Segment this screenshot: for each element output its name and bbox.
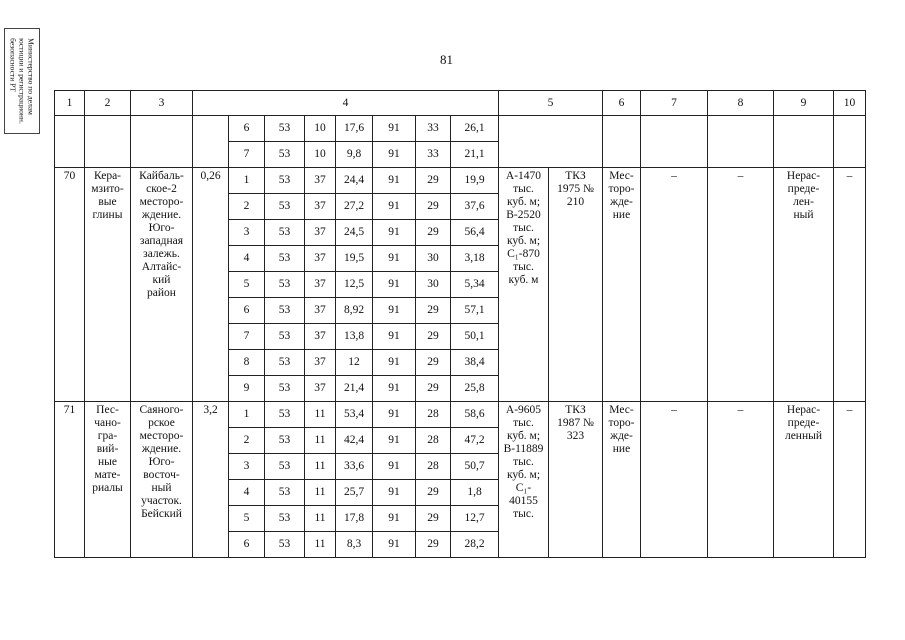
stamp-line: Министерство по делам: [26, 38, 36, 115]
deposit-type: Мес- торо- жде- ние: [603, 402, 641, 558]
sample-cell: 11: [305, 428, 336, 454]
sample-cell: 91: [373, 116, 416, 142]
sample-cell: 33,6: [336, 454, 373, 480]
deposits-table: [54, 90, 866, 558]
sample-cell: 1,8: [451, 480, 499, 506]
sample-cell: 5: [229, 272, 265, 298]
deposit-name: Саяного- рское месторо- ждение. Юго- восточ- ный участок. Бейский: [131, 402, 193, 558]
sample-cell: 10: [305, 142, 336, 168]
sample-cell: 24,4: [336, 168, 373, 194]
sample-cell: 91: [373, 272, 416, 298]
sample-cell: 37: [305, 220, 336, 246]
sample-cell: 53: [265, 532, 305, 558]
header-cell: 8: [708, 91, 774, 116]
sample-cell: 91: [373, 246, 416, 272]
empty-cell: [131, 116, 193, 168]
area-value: 3,2: [193, 402, 229, 558]
sample-cell: 1: [229, 168, 265, 194]
deposit-type: Мес- торо- жде- ние: [603, 168, 641, 402]
sample-cell: 53: [265, 402, 305, 428]
sample-cell: 37: [305, 194, 336, 220]
record-number: 70: [55, 168, 85, 402]
sample-cell: 21,4: [336, 376, 373, 402]
sample-cell: 29: [416, 324, 451, 350]
sample-cell: 53: [265, 428, 305, 454]
deposit-name: Кайбаль- ское-2 месторо- ждение. Юго- западная залежь. Алтайс- кий район: [131, 168, 193, 402]
sample-cell: 37,6: [451, 194, 499, 220]
sample-cell: 53: [265, 454, 305, 480]
sample-cell: 25,7: [336, 480, 373, 506]
empty-cell: [641, 116, 708, 168]
sample-cell: 91: [373, 376, 416, 402]
sample-cell: 5,34: [451, 272, 499, 298]
header-row: [55, 91, 866, 116]
sample-cell: 53: [265, 220, 305, 246]
empty-cell: [55, 116, 85, 168]
header-cell: 10: [834, 91, 866, 116]
sample-cell: 28: [416, 402, 451, 428]
sample-cell: 50,1: [451, 324, 499, 350]
empty-cell: [774, 116, 834, 168]
sample-cell: 11: [305, 402, 336, 428]
sample-cell: 5: [229, 506, 265, 532]
sample-cell: 37: [305, 350, 336, 376]
header-cell: 7: [641, 91, 708, 116]
sample-cell: 38,4: [451, 350, 499, 376]
sample-cell: 21,1: [451, 142, 499, 168]
header-cell: 3: [131, 91, 193, 116]
sample-cell: 91: [373, 194, 416, 220]
sample-cell: 3: [229, 220, 265, 246]
status: Нерас- преде- ленный: [774, 402, 834, 558]
reserves: А-1470 тыс. куб. м; В-2520 тыс. куб. м; С₁-870 тыс. куб. м: [499, 168, 549, 402]
sample-cell: 3: [229, 454, 265, 480]
header-cell: 6: [603, 91, 641, 116]
stamp-text: [9, 38, 36, 124]
sample-cell: 26,1: [451, 116, 499, 142]
sample-cell: 53: [265, 506, 305, 532]
sample-cell: 57,1: [451, 298, 499, 324]
sample-cell: 33: [416, 116, 451, 142]
sample-cell: 29: [416, 350, 451, 376]
sample-cell: 29: [416, 480, 451, 506]
col7-value: –: [641, 168, 708, 402]
sample-cell: 91: [373, 506, 416, 532]
sample-cell: 91: [373, 220, 416, 246]
sample-cell: 8,92: [336, 298, 373, 324]
sample-cell: 19,5: [336, 246, 373, 272]
sample-cell: 12,7: [451, 506, 499, 532]
sample-cell: 53: [265, 376, 305, 402]
empty-cell: [834, 116, 866, 168]
sample-cell: 29: [416, 532, 451, 558]
col8-value: –: [708, 402, 774, 558]
sample-cell: 12: [336, 350, 373, 376]
header-cell: 4: [193, 91, 499, 116]
sample-cell: 4: [229, 246, 265, 272]
sample-cell: 12,5: [336, 272, 373, 298]
sample-cell: 11: [305, 480, 336, 506]
table-row: [55, 402, 866, 428]
sample-cell: 11: [305, 454, 336, 480]
empty-cell: [499, 116, 603, 168]
empty-cell: [85, 116, 131, 168]
sample-cell: 53: [265, 142, 305, 168]
sample-cell: 37: [305, 376, 336, 402]
sample-cell: 37: [305, 168, 336, 194]
material-type: Кера- мзито- вые глины: [85, 168, 131, 402]
sample-cell: 47,2: [451, 428, 499, 454]
sample-cell: 27,2: [336, 194, 373, 220]
sample-cell: 37: [305, 324, 336, 350]
col8-value: –: [708, 168, 774, 402]
sample-cell: 30: [416, 246, 451, 272]
header-cell: 5: [499, 91, 603, 116]
empty-cell: [193, 116, 229, 168]
sample-cell: 8,3: [336, 532, 373, 558]
page-number: 81: [440, 52, 453, 67]
sample-cell: 29: [416, 168, 451, 194]
sample-cell: 29: [416, 220, 451, 246]
sample-cell: 17,6: [336, 116, 373, 142]
sample-cell: 29: [416, 376, 451, 402]
reserves: А-9605 тыс. куб. м; В-11889 тыс. куб. м; С₁- 40155 тыс.: [499, 402, 549, 558]
sample-cell: 28,2: [451, 532, 499, 558]
header-cell: 9: [774, 91, 834, 116]
sample-cell: 37: [305, 272, 336, 298]
status: Нерас- преде- лен- ный: [774, 168, 834, 402]
sample-cell: 24,5: [336, 220, 373, 246]
sample-cell: 53: [265, 168, 305, 194]
header-cell: 2: [85, 91, 131, 116]
sample-cell: 4: [229, 480, 265, 506]
sample-cell: 2: [229, 194, 265, 220]
stamp-line: юстиции и регистрационн.: [17, 38, 27, 124]
sample-cell: 9,8: [336, 142, 373, 168]
sample-cell: 28: [416, 454, 451, 480]
sample-cell: 1: [229, 402, 265, 428]
sample-cell: 11: [305, 532, 336, 558]
sample-cell: 91: [373, 480, 416, 506]
header-cell: 1: [55, 91, 85, 116]
sample-cell: 53: [265, 324, 305, 350]
material-type: Пес- чано- гра- вий- ные мате- риалы: [85, 402, 131, 558]
sample-cell: 33: [416, 142, 451, 168]
sample-cell: 50,7: [451, 454, 499, 480]
sample-cell: 7: [229, 324, 265, 350]
sample-cell: 53: [265, 350, 305, 376]
sample-cell: 29: [416, 194, 451, 220]
sample-cell: 91: [373, 350, 416, 376]
approval: ТКЗ 1975 № 210: [549, 168, 603, 402]
sample-cell: 6: [229, 298, 265, 324]
col10-value: –: [834, 402, 866, 558]
sample-cell: 91: [373, 454, 416, 480]
sample-cell: 37: [305, 246, 336, 272]
sample-cell: 53: [265, 272, 305, 298]
sample-cell: 25,8: [451, 376, 499, 402]
sample-cell: 6: [229, 116, 265, 142]
sample-cell: 53: [265, 480, 305, 506]
empty-cell: [708, 116, 774, 168]
area-value: 0,26: [193, 168, 229, 402]
sample-cell: 91: [373, 532, 416, 558]
sample-cell: 91: [373, 402, 416, 428]
sample-cell: 42,4: [336, 428, 373, 454]
table-row: [55, 116, 866, 142]
sample-cell: 3,18: [451, 246, 499, 272]
sample-cell: 37: [305, 298, 336, 324]
sample-cell: 56,4: [451, 220, 499, 246]
sample-cell: 91: [373, 168, 416, 194]
sample-cell: 30: [416, 272, 451, 298]
sample-cell: 91: [373, 428, 416, 454]
sample-cell: 19,9: [451, 168, 499, 194]
sample-cell: 53: [265, 116, 305, 142]
sample-cell: 91: [373, 298, 416, 324]
sample-cell: 29: [416, 506, 451, 532]
registration-stamp: [4, 28, 40, 134]
sample-cell: 53: [265, 298, 305, 324]
sample-cell: 91: [373, 324, 416, 350]
sample-cell: 10: [305, 116, 336, 142]
sample-cell: 53: [265, 194, 305, 220]
sample-cell: 91: [373, 142, 416, 168]
sample-cell: 13,8: [336, 324, 373, 350]
empty-cell: [603, 116, 641, 168]
sample-cell: 53,4: [336, 402, 373, 428]
sample-cell: 7: [229, 142, 265, 168]
sample-cell: 9: [229, 376, 265, 402]
sample-cell: 6: [229, 532, 265, 558]
sample-cell: 11: [305, 506, 336, 532]
stamp-line: безопасности РТ: [8, 38, 18, 92]
col10-value: –: [834, 168, 866, 402]
sample-cell: 58,6: [451, 402, 499, 428]
sample-cell: 2: [229, 428, 265, 454]
sample-cell: 17,8: [336, 506, 373, 532]
sample-cell: 8: [229, 350, 265, 376]
table-row: [55, 168, 866, 194]
sample-cell: 29: [416, 298, 451, 324]
approval: ТКЗ 1987 № 323: [549, 402, 603, 558]
col7-value: –: [641, 402, 708, 558]
sample-cell: 28: [416, 428, 451, 454]
sample-cell: 53: [265, 246, 305, 272]
record-number: 71: [55, 402, 85, 558]
